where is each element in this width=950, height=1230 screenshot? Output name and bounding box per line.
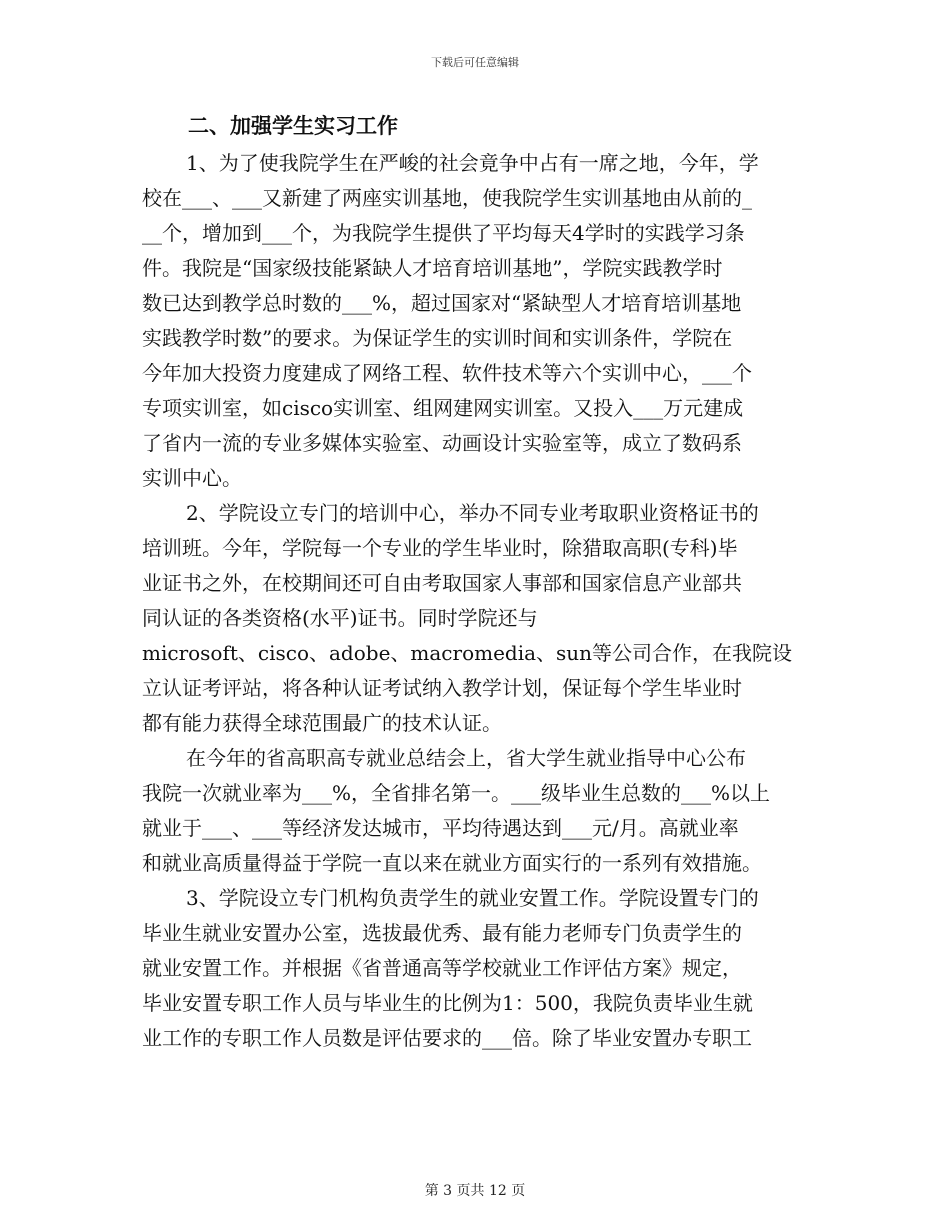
paragraph-line: 我院一次就业率为___%，全省排名第一。___级毕业生总数的___%以上 [142, 781, 771, 805]
paragraph-line: 就业于___、___等经济发达城市，平均待遇达到___元/月。高就业率 [142, 816, 739, 840]
paragraph-line: 2、学院设立专门的培训中心，举办不同专业考取职业资格证书的 [186, 501, 759, 525]
paragraph-line: 同认证的各类资格(水平)证书。同时学院还与 [142, 606, 538, 630]
paragraph-line: 专项实训室，如cisco实训室、组网建网实训室。又投入___万元建成 [142, 396, 744, 420]
paragraph-line: 毕业安置专职工作人员与毕业生的比例为1：500，我院负责毕业生就 [142, 991, 753, 1015]
paragraph-line: __个，增加到___个，为我院学生提供了平均每天4学时的实践学习条 [142, 221, 745, 245]
paragraph-line: microsoft、cisco、adobe、macromedia、sun等公司合作，在我院设 [142, 641, 793, 665]
paragraph-line: 件。我院是“国家级技能紧缺人才培育培训基地”，学院实践教学时 [142, 256, 723, 280]
paragraph-line: 了省内一流的专业多媒体实验室、动画设计实验室等，成立了数码系 [142, 431, 742, 455]
paragraph-line: 培训班。今年，学院每一个专业的学生毕业时，除猎取高职(专科)毕 [142, 536, 738, 560]
paragraph-line: 和就业高质量得益于学院一直以来在就业方面实行的一系列有效措施。 [142, 851, 762, 875]
paragraph-line: 实践教学时数”的要求。为保证学生的实训时间和实训条件，学院在 [142, 326, 733, 350]
paragraph-line: 立认证考评站，将各种认证考试纳入教学计划，保证每个学生毕业时 [142, 676, 742, 700]
section-title: 二、加强学生实习工作 [188, 113, 398, 138]
paragraph-line: 实训中心。 [142, 466, 242, 490]
paragraph-line: 1、为了使我院学生在严峻的社会竟争中占有一席之地，今年，学 [186, 151, 759, 175]
paragraph-line: 数已达到教学总时数的___%，超过国家对“紧缺型人才培育培训基地 [142, 291, 742, 315]
page-header: 下载后可任意编辑 [431, 56, 519, 69]
paragraph-line: 业证书之外，在校期间还可自由考取国家人事部和国家信息产业部共 [142, 571, 742, 595]
paragraph-line: 就业安置工作。并根据《省普通高等学校就业工作评估方案》规定， [142, 956, 742, 980]
paragraph-line: 在今年的省高职高专就业总结会上，省大学生就业指导中心公布 [186, 746, 746, 770]
paragraph-line: 3、学院设立专门机构负责学生的就业安置工作。学院设置专门的 [186, 886, 759, 910]
paragraph-line: 今年加大投资力度建成了网络工程、软件技术等六个实训中心，___个 [142, 361, 752, 385]
paragraph-line: 业工作的专职工作人员数是评估要求的___倍。除了毕业安置办专职工 [142, 1026, 752, 1050]
document-body [142, 106, 802, 1056]
page-footer: 第 3 页共 12 页 [424, 1183, 526, 1199]
paragraph-line: 毕业生就业安置办公室，选拔最优秀、最有能力老师专门负责学生的 [142, 921, 742, 945]
paragraph-line: 校在___、___又新建了两座实训基地，使我院学生实训基地由从前的_ [142, 186, 752, 210]
paragraph-line: 都有能力获得全球范围最广的技术认证。 [142, 711, 502, 735]
